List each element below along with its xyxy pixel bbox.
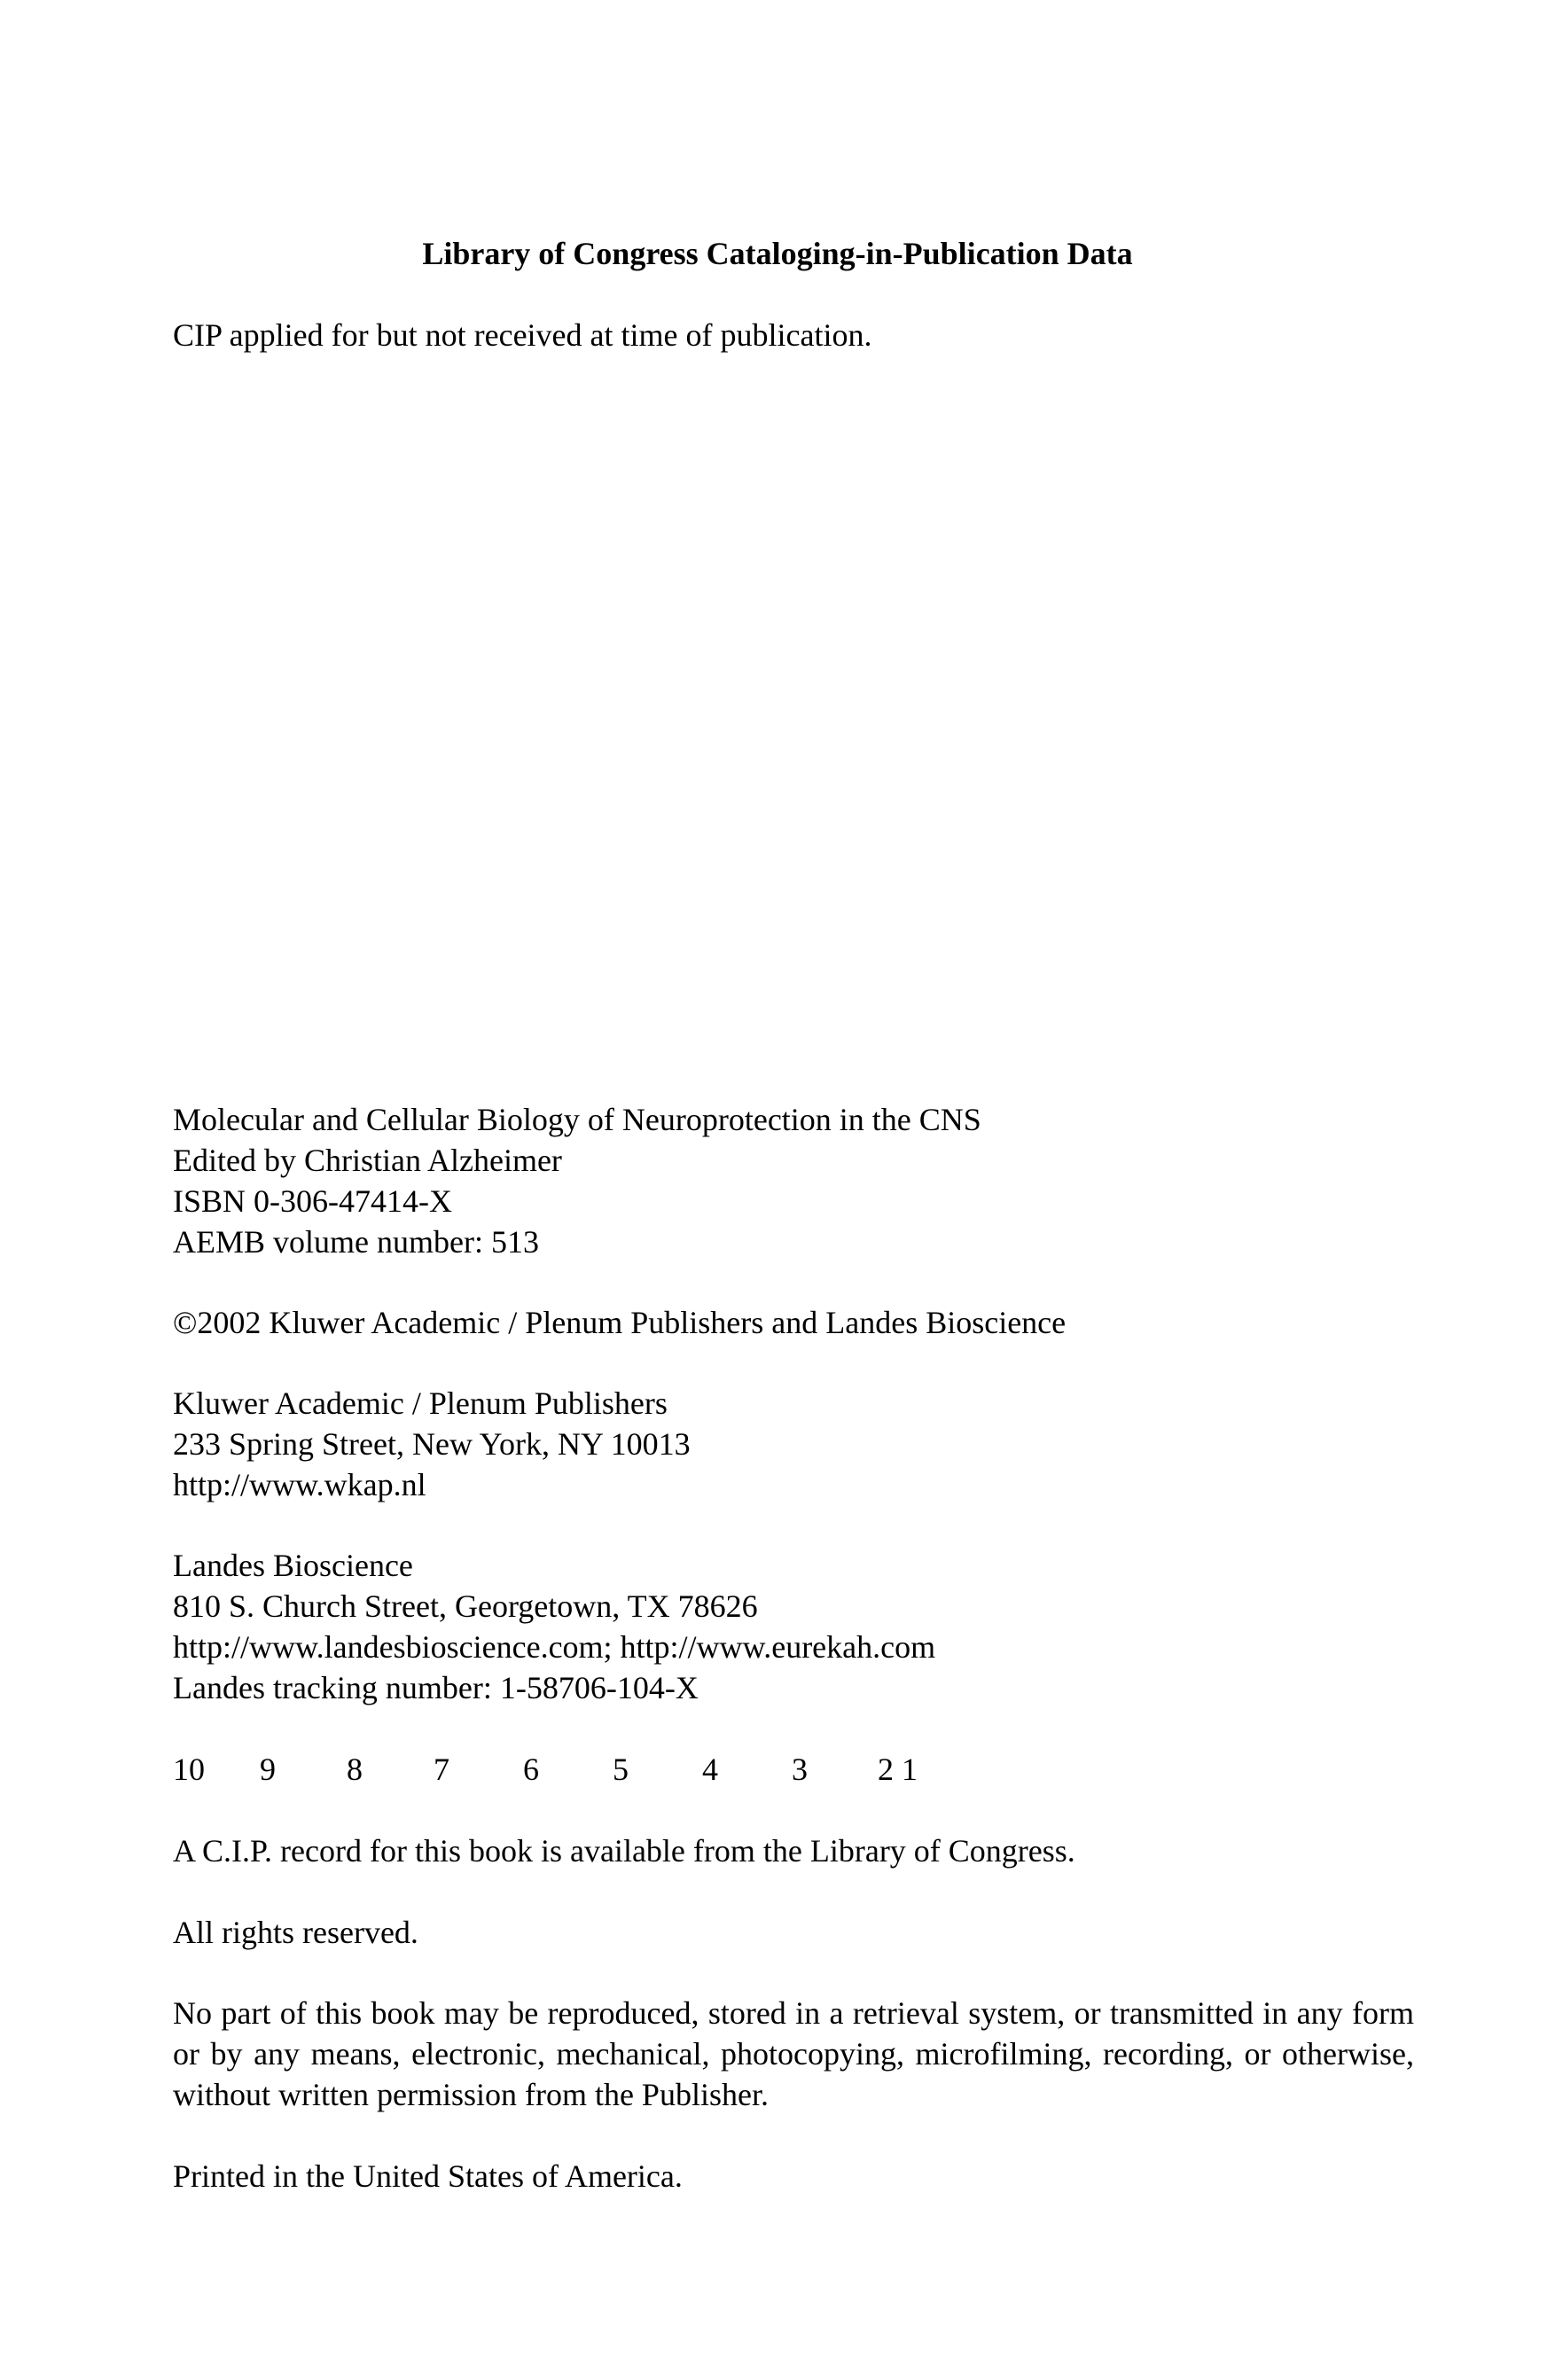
cip-heading: Library of Congress Cataloging-in-Publication Data [422, 236, 1133, 271]
printed-in-text: Printed in the United States of America. [173, 2158, 683, 2194]
printing-number: 7 [434, 1752, 449, 1787]
printing-number: 5 [613, 1752, 629, 1787]
printing-number: 3 [792, 1752, 808, 1787]
kluwer-url: http://www.wkap.nl [173, 1467, 426, 1502]
rights-text: All rights reserved. [173, 1915, 418, 1950]
copyright-text: ©2002 Kluwer Academic / Plenum Publishers and Landes Bioscience [173, 1305, 1067, 1340]
copyright-notice [173, 1302, 1414, 1343]
printing-number-line [173, 1749, 1059, 1790]
book-title: Molecular and Cellular Biology of Neuroprotection in the CNS [173, 1102, 981, 1137]
kluwer-address: 233 Spring Street, New York, NY 10013 [173, 1426, 691, 1462]
reproduction-notice [173, 1993, 1414, 2115]
landes-urls: http://www.landesbioscience.com; http://www.eurekah.com [173, 1629, 936, 1665]
printing-number: 6 [523, 1752, 539, 1787]
printing-number: 8 [347, 1752, 363, 1787]
landes-tracking: Landes tracking number: 1-58706-104-X [173, 1670, 699, 1705]
printing-number: 4 [702, 1752, 718, 1787]
kluwer-publisher-info [173, 1383, 1414, 1505]
book-info [173, 1099, 1414, 1262]
landes-publisher-info [173, 1545, 1414, 1708]
book-editor: Edited by Christian Alzheimer [173, 1143, 562, 1178]
reproduction-text: No part of this book may be reproduced, stored in a retrieval system, or transmitted in any form or by any means, electronic, mechanical, photocopying, microfilming, recording, or otherwise, without written permission from the Publisher. [173, 1995, 1414, 2112]
cip-record-notice [173, 1830, 1414, 1871]
book-volume: AEMB volume number: 513 [173, 1224, 539, 1260]
cip-note-text: CIP applied for but not received at time of publication. [173, 317, 872, 353]
rights-reserved [173, 1912, 1414, 1953]
printing-number: 10 [173, 1752, 205, 1787]
kluwer-name: Kluwer Academic / Plenum Publishers [173, 1385, 668, 1421]
cip-note [173, 315, 1414, 355]
printed-in [173, 2156, 1414, 2197]
landes-address: 810 S. Church Street, Georgetown, TX 78626 [173, 1588, 758, 1624]
printing-number: 2 1 [878, 1752, 918, 1787]
book-isbn: ISBN 0-306-47414-X [173, 1183, 452, 1219]
landes-name: Landes Bioscience [173, 1548, 413, 1583]
printing-number: 9 [260, 1752, 276, 1787]
cip-record-text: A C.I.P. record for this book is available from the Library of Congress. [173, 1833, 1075, 1869]
